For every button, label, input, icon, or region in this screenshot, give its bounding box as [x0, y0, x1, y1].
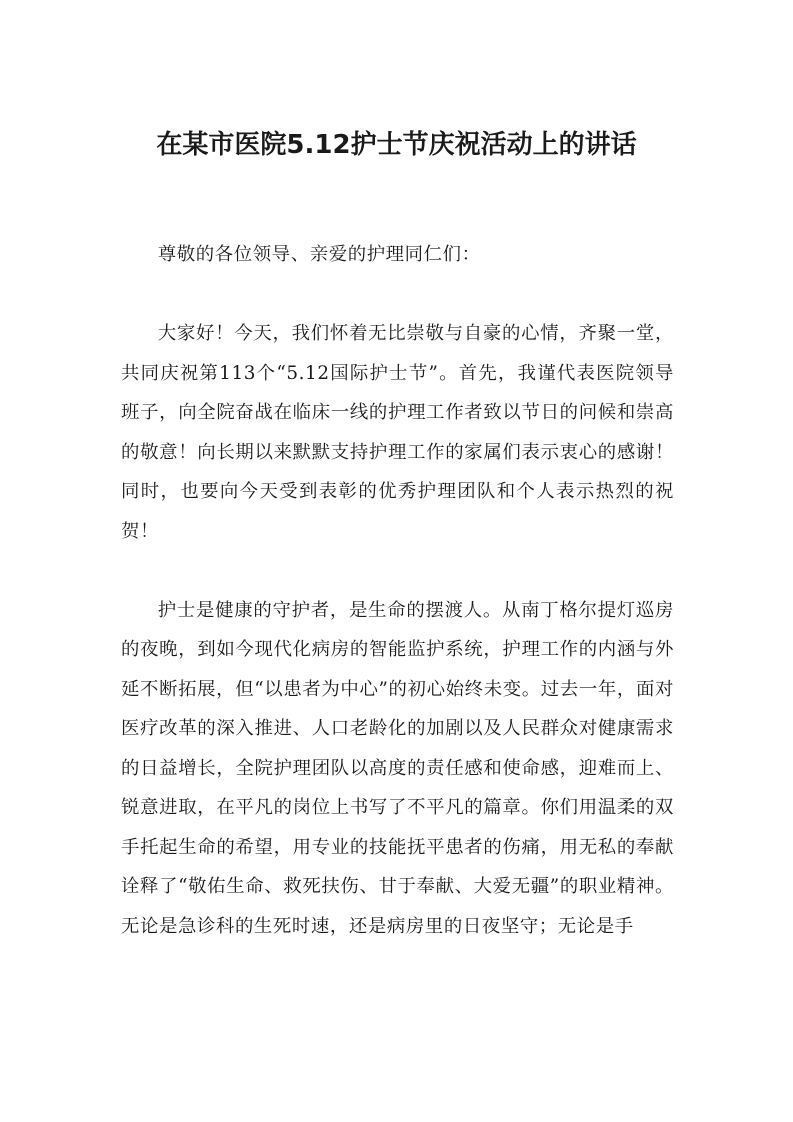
salutation: 尊敬的各位领导、亲爱的护理同仁们：: [157, 244, 481, 265]
document-body: [121, 235, 674, 946]
paragraph-nurses: 护士是健康的守护者，是生命的摆渡人。从南丁格尔提灯巡房的夜晚，到如今现代化病房的智能监护系统，护理工作的内涵与外延不断拓展，但“以患者为中心”的初心始终未变。过去一年，面对医疗改革的深入推进、人口老龄化的加剧以及人民群众对健康需求的日益增长，全院护理团队以高度的责任感和使命感，迎难而上、锐意进取，在平凡的岗位上书写了不平凡的篇章。你们用温柔的双手托起生命的希望，用专业的技能抚平患者的伤痛，用无私的奉献诠释了“敬佑生命、救死扶伤、甘于奉献、大爱无疆”的职业精神。无论是急诊科的生死时速，还是病房里的日夜坚守；无论是手: [121, 599, 674, 937]
paragraph-greeting: 大家好！今天，我们怀着无比崇敬与自豪的心情，齐聚一堂，共同庆祝第113个“5.12国际护士节”。首先，我谨代表医院领导班子，向全院奋战在临床一线的护理工作者致以节日的问候和崇高的敬意！向长期以来默默支持护理工作的家属们表示衷心的感谢！同时，也要向今天受到表彰的优秀护理团队和个人表示热烈的祝贺！: [121, 323, 674, 542]
page-title: 在某市医院5.12护士节庆祝活动上的讲话: [156, 130, 637, 160]
